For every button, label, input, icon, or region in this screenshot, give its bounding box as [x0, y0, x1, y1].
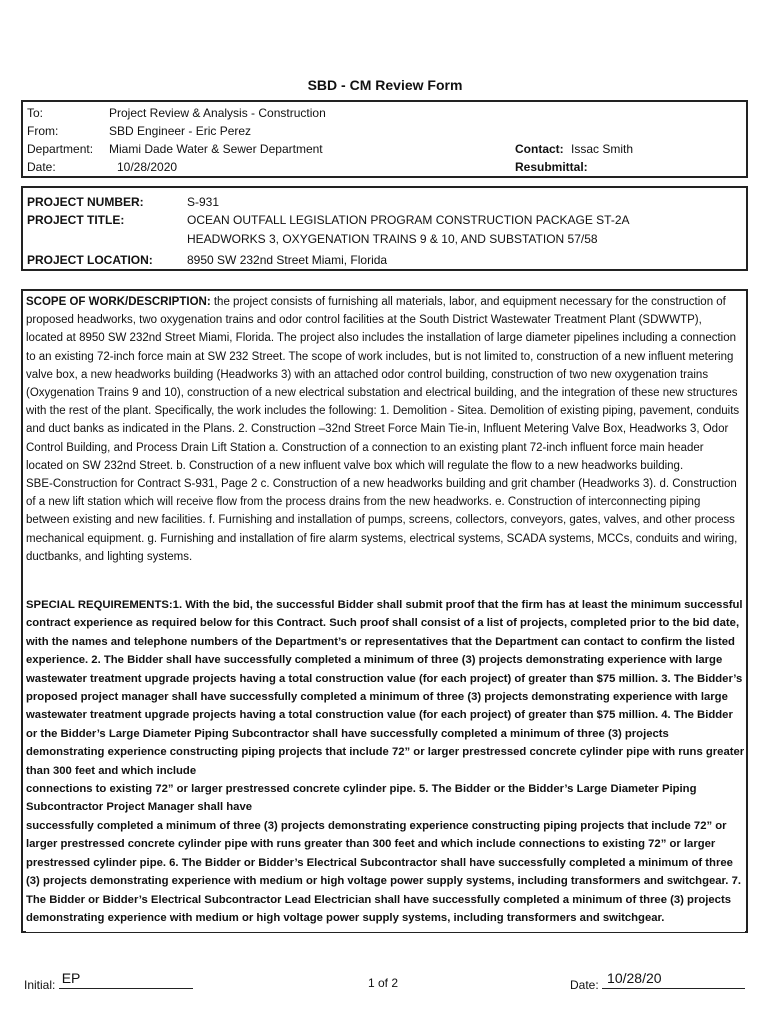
initial-line[interactable]: [59, 970, 193, 989]
date-label: Date:: [27, 160, 56, 174]
page-number: 1 of 2: [368, 976, 399, 990]
description-box: [21, 289, 748, 933]
date-field: [570, 970, 745, 992]
special-text-2: connections to existing 72” or larger prestressed concrete cylinder pipe. 5. The Bidder or the Bidder’s Large Diameter Piping Subcontractor Project Manager shall have: [26, 783, 697, 814]
footer-date-label: Date:: [570, 978, 599, 992]
project-title-label: PROJECT TITLE:: [27, 213, 125, 227]
date-line[interactable]: [602, 970, 745, 989]
to-label: To:: [27, 106, 44, 120]
footer-date-value: 10/28/20: [607, 970, 662, 986]
scope-of-work: [26, 293, 741, 591]
project-number-label: PROJECT NUMBER:: [27, 195, 144, 209]
header-box: [21, 100, 748, 178]
special-text-3: successfully completed a minimum of three (3) projects demonstrating experience constructing piping projects that include 72” or larger prestressed concrete cylinder pipe with runs greater than 300 feet and which include connections to existing 72” or larger prestressed cylinder pipe. 6. The Bidder or Bidder’s Electrical Subcontractor shall have successfully completed a minimum of three (3) projects demonstrating experience with medium or high voltage power supply systems, including transformers and switchgear. 7. The Bidder or Bidder’s Electrical Subcontractor Lead Electrician shall have successfully completed a minimum of three (3) projects demonstrating experience with medium or high voltage power supply systems, including transformers and switchgear.: [26, 819, 742, 924]
project-location-label: PROJECT LOCATION:: [27, 253, 153, 267]
scope-text: the project consists of furnishing all materials, labor, and equipment necessary for the construction of proposed headworks, two oxygenation trains and odor control facilities at the South District Wastewater Treatment Plant (SDWWTP), located at 8950 SW 232nd Street Miami, Florida. The project also includes the installation of large diameter pipelines including a connection to an existing 72-inch force main at SW 232 Street. The scope of work includes, but is not limited to, construction of a new influent metering valve box, a new headworks building (Headworks 3) with an attached odor control building, construction of two new oxygenation trains (Oxygenation Trains 9 and 10), construction of a new electrical substation and electrical building, and the integration of these new structures with the rest of the plant. Specifically, the work includes the following: 1. Demolition - Sitea. Demolition of existing piping, pavement, conduits and duct banks as indicated in the Plans. 2. Construction –32nd Street Force Main Tie-in, Influent Metering Valve Box, Headworks 3, Odor Control Building, and Process Drain Lift Station a. Construction of a connection to an existing plant 72-inch influent force main header located on SW 232nd Street. b. Construction of a new influent valve box which will regulate the flow to a new headworks building.: [26, 296, 740, 472]
scope-label: SCOPE OF WORK/DESCRIPTION:: [26, 296, 211, 308]
scope-text-2: SBE-Construction for Contract S-931, Page 2 c. Construction of a new headworks building and grit chamber (Headworks 3). d. Construction of a new lift station which will receive flow from the process drains from the new headworks. e. Construction of interconnecting piping between existing and new facilities. f. Furnishing and installation of pumps, screens, collectors, conveyors, gates, valves, and other process mechanical equipment. g. Furnishing and installation of fire alarm systems, electrical systems, SCADA systems, MCCs, conduits and wiring, ductbanks, and lighting systems.: [26, 478, 738, 563]
project-title-line2: HEADWORKS 3, OXYGENATION TRAINS 9 & 10, AND SUBSTATION 57/58: [187, 232, 598, 246]
initial-label: Initial:: [24, 978, 56, 992]
special-text: 1. With the bid, the successful Bidder shall submit proof that the firm has at least the minimum successful contract experience as required below for this Contract. Such proof shall consist of a list of projects, completed prior to the bid date, with the names and telephone numbers of the Department’s or representatives that the Department can contact to confirm the listed experience. 2. The Bidder shall have successfully completed a minimum of three (3) projects demonstrating experience with large wastewater treatment upgrade projects having a total construction value (for each project) of greater than $75 million. 3. The Bidder’s proposed project manager shall have successfully completed a minimum of three (3) projects demonstrating experience with large wastewater treatment upgrade projects having a total construction value (for each project) of greater than $75 million. 4. The Bidder or the Bidder’s Large Diameter Piping Subcontractor shall have successfully completed a minimum of three (3) projects demonstrating experience constructing piping projects that include 72” or larger prestressed concrete cylinder pipe with runs greater than 300 feet and which include: [26, 599, 745, 777]
project-number-value: S-931: [187, 195, 220, 209]
contact-value: Issac Smith: [571, 142, 634, 156]
project-title-line1: OCEAN OUTFALL LEGISLATION PROGRAM CONSTRUCTION PACKAGE ST-2A: [187, 213, 630, 227]
initial-field: [24, 970, 193, 992]
to-value: Project Review & Analysis - Construction: [109, 106, 326, 120]
special-requirements: [26, 596, 745, 932]
project-location-value: 8950 SW 232nd Street Miami, Florida: [187, 253, 388, 267]
special-label: SPECIAL REQUIREMENTS:: [26, 599, 173, 611]
project-box: [21, 186, 748, 271]
from-label: From:: [27, 124, 59, 138]
initial-value: EP: [61, 970, 81, 986]
form-title: SBD - CM Review Form: [307, 77, 463, 93]
resubmittal-label: Resubmittal:: [515, 160, 588, 174]
date-value: 10/28/2020: [117, 160, 178, 174]
department-label: Department:: [27, 142, 94, 156]
contact-label: Contact:: [515, 142, 564, 156]
department-value: Miami Dade Water & Sewer Department: [109, 142, 323, 156]
from-value: SBD Engineer - Eric Perez: [109, 124, 252, 138]
